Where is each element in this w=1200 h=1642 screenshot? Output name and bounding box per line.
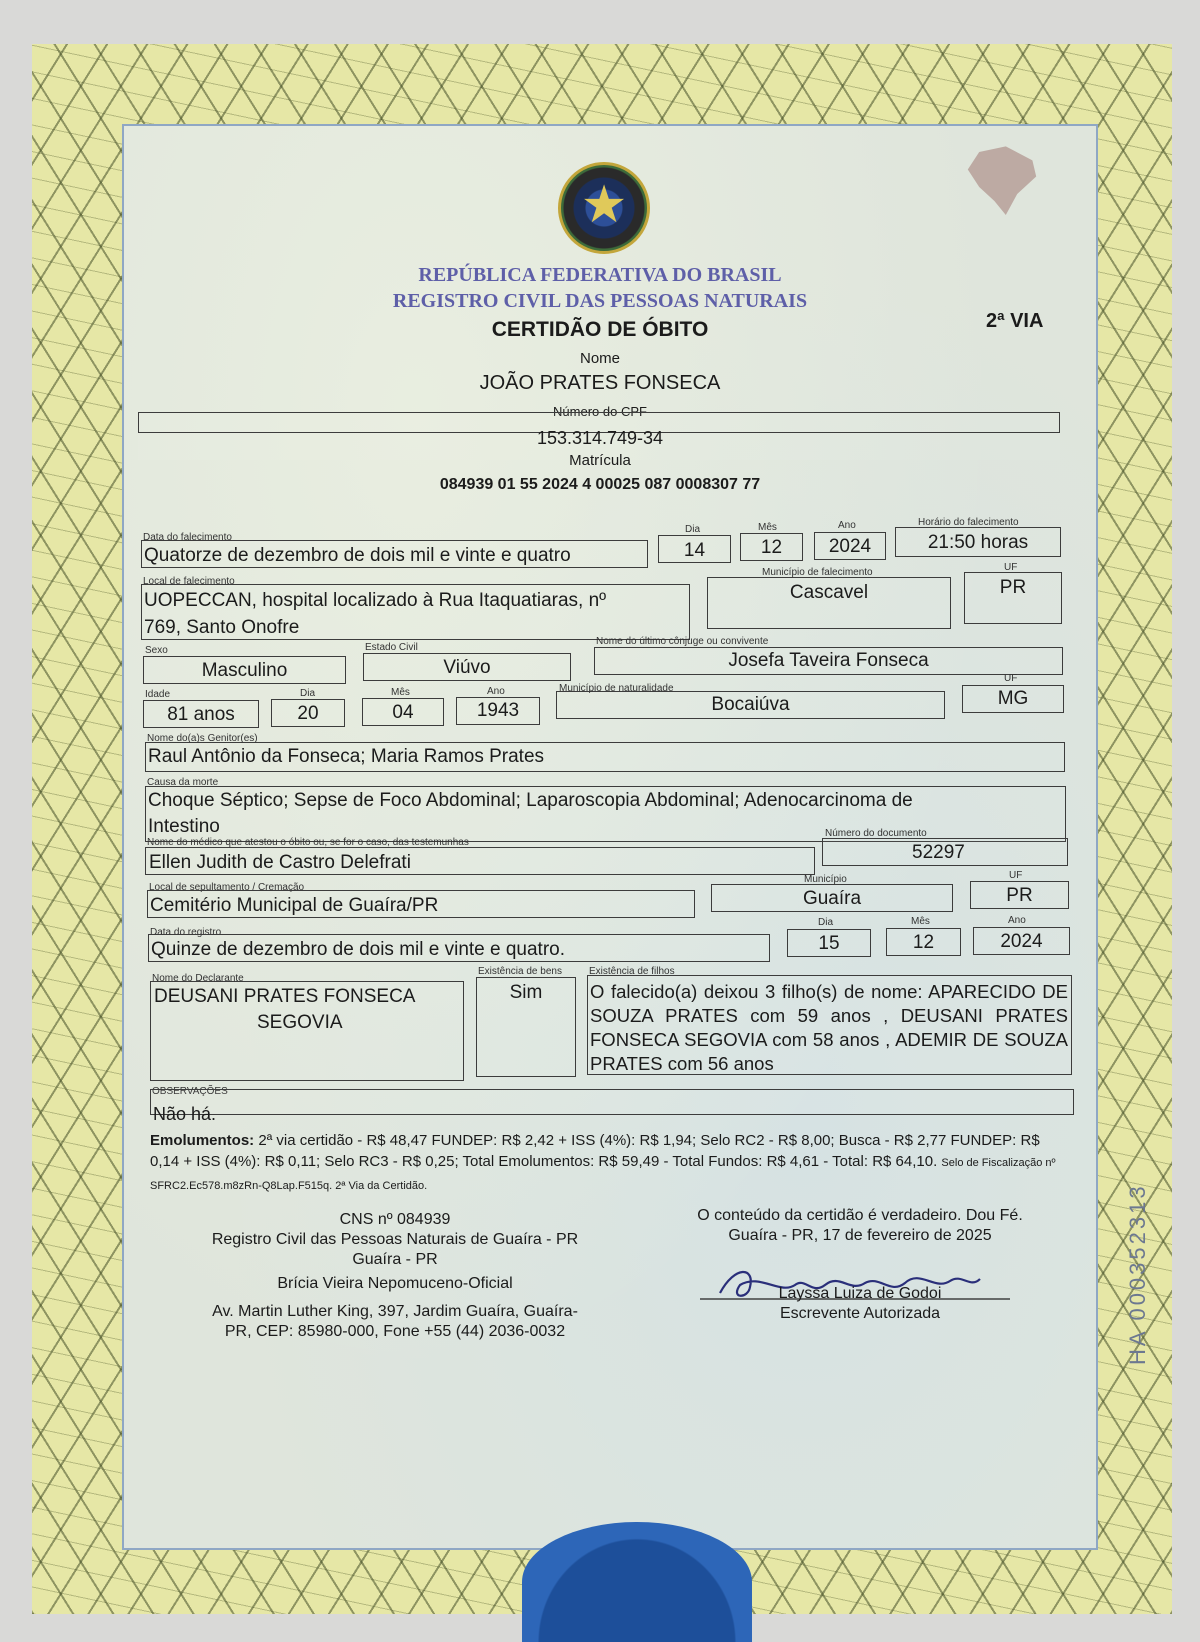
birthplace-value: Bocaiúva: [711, 694, 790, 715]
registration-day-label: Dia: [818, 917, 834, 928]
death-city: Cascavel: [789, 582, 869, 603]
death-place-line1: UOPECCAN, hospital localizado à Rua Itaquatiaras, nº: [144, 590, 607, 611]
deceased-name: JOÃO PRATES FONSECA: [479, 372, 721, 394]
spouse-label: Nome do último cônjuge ou convivente: [596, 636, 769, 647]
cause-line1: Choque Séptico; Sepse de Foco Abdominal; Laparoscopia Abdominal; Adenocarcinoma de: [148, 790, 913, 811]
age-value: 81 anos: [167, 704, 235, 725]
death-uf-label: UF: [1004, 562, 1018, 573]
death-uf: PR: [999, 577, 1027, 598]
assets-value: Sim: [509, 982, 543, 1003]
death-month: 12: [760, 537, 783, 558]
declarant-line1: DEUSANI PRATES FONSECA: [154, 986, 416, 1007]
name-label: Nome: [579, 350, 620, 367]
address-line2: PR, CEP: 85980-000, Fone +55 (44) 2036-0032: [224, 1323, 566, 1340]
death-time: 21:50 horas: [927, 532, 1029, 553]
burial-city-label: Município: [804, 874, 847, 885]
birth-year-label: Ano: [487, 686, 505, 697]
cns-number: CNS nº 084939: [339, 1211, 451, 1228]
cpf-value: 153.314.749-34: [536, 428, 664, 448]
death-day: 14: [683, 540, 706, 561]
fees-text: 2ª via certidão - R$ 48,47 FUNDEP: R$ 2,42 + ISS (4%): R$ 1,94; Selo RC2 - R$ 8,00; Busca - R$ 2,77 FUNDEP: R$ 0,14 + ISS (4%): R$ 0,11; Selo RC3 - R$ 0,25; Total Emolumentos: R$ 59,49 - Total Fundos: R$ 4,61 - Total: R$ 64,10.: [150, 1132, 1040, 1170]
republic-title: REPÚBLICA FEDERATIVA DO BRASIL: [418, 264, 782, 286]
sex-label: Sexo: [145, 645, 168, 656]
burial-label: Local de sepultamento / Cremação: [149, 882, 305, 893]
burial-city: Guaíra: [802, 888, 862, 909]
registration-year: 2024: [1000, 931, 1043, 952]
civil-status-label: Estado Civil: [365, 642, 418, 653]
observations-box: [150, 1089, 1074, 1115]
death-time-label: Horário do falecimento: [918, 517, 1019, 528]
declarant-label: Nome do Declarante: [152, 973, 244, 984]
death-place-label: Local de falecimento: [143, 576, 235, 587]
doctor-label: Nome do médico que atestou o óbito ou, se for o caso, das testemunhas: [147, 837, 469, 848]
sex-value: Masculino: [201, 660, 288, 681]
death-date-text: Quatorze de dezembro de dois mil e vinte e quatro: [144, 545, 571, 566]
children-text: O falecido(a) deixou 3 filho(s) de nome: APARECIDO DE SOUZA PRATES com 59 anos , DEUSANI PRATES FONSECA SEGOVIA com 58 anos , ADEMIR DE SOUZA PRATES com 56 anos: [590, 981, 1068, 1074]
seal-text: Selo de Fiscalização nº SFRC2.Ec578.m8zRn-Q8Lap.F515q. 2ª Via da Certidão.: [150, 1157, 1056, 1192]
death-city-label: Município de falecimento: [762, 567, 873, 578]
birth-year: 1943: [476, 700, 520, 721]
spouse-value: Josefa Taveira Fonseca: [728, 650, 929, 671]
birth-uf: MG: [997, 688, 1029, 709]
birth-day-label: Dia: [300, 688, 316, 699]
death-place-line2: 769, Santo Onofre: [144, 617, 300, 638]
matricula-label: Matrícula: [569, 452, 631, 469]
declarant-line2: SEGOVIA: [257, 1012, 343, 1033]
matricula-value: 084939 01 55 2024 4 00025 087 0008307 77: [439, 476, 761, 493]
registration-year-label: Ano: [1008, 915, 1026, 926]
clerk-name: Layssa Luiza de Godoi: [778, 1285, 942, 1302]
bottom-seal-icon: [522, 1522, 752, 1642]
death-date-label: Data do falecimento: [143, 532, 232, 543]
place-date: Guaíra - PR, 17 de fevereiro de 2025: [728, 1227, 992, 1244]
via-badge: 2ª VIA: [986, 310, 1044, 332]
clerk-role: Escrevente Autorizada: [779, 1305, 941, 1322]
parents-value: Raul Antônio da Fonseca; Maria Ramos Prates: [148, 746, 545, 767]
age-label: Idade: [145, 689, 171, 700]
address-line1: Av. Martin Luther King, 397, Jardim Guaíra, Guaíra-: [212, 1303, 578, 1320]
burial-uf: PR: [1006, 885, 1033, 906]
office-name: Registro Civil das Pessoas Naturais de Guaíra - PR: [211, 1231, 579, 1248]
death-year-label: Ano: [838, 520, 856, 531]
burial-place: Cemitério Municipal de Guaíra/PR: [150, 895, 439, 916]
birth-month-label: Mês: [391, 687, 410, 698]
burial-uf-label: UF: [1009, 870, 1023, 881]
registration-month: 12: [912, 932, 935, 953]
observations-label: OBSERVAÇÕES: [152, 1086, 228, 1097]
observations-text: Não há.: [153, 1104, 217, 1124]
birth-month: 04: [392, 702, 414, 723]
document-title: CERTIDÃO DE ÓBITO: [491, 318, 709, 341]
death-year: 2024: [828, 536, 872, 557]
registration-text: Quinze de dezembro de dois mil e vinte e quatro.: [151, 939, 566, 960]
birth-uf-label: UF: [1004, 673, 1018, 684]
death-day-label: Dia: [685, 524, 701, 535]
fees-block: [150, 1130, 1070, 1197]
assets-label: Existência de bens: [478, 966, 562, 977]
registry-title: REGISTRO CIVIL DAS PESSOAS NATURAIS: [392, 290, 808, 312]
registration-day: 15: [818, 933, 840, 954]
civil-status-value: Viúvo: [443, 657, 491, 678]
birthplace-label: Município de naturalidade: [559, 683, 674, 694]
doctor-name: Ellen Judith de Castro Delefrati: [149, 852, 411, 873]
birth-day: 20: [297, 703, 319, 724]
registration-label: Data do registro: [150, 927, 222, 938]
death-month-label: Mês: [758, 522, 777, 533]
parents-label: Nome do(a)s Genitor(es): [147, 733, 258, 744]
fees-label: Emolumentos:: [150, 1132, 255, 1149]
doctor-doc: 52297: [912, 842, 965, 863]
cpf-label: Número do CPF: [553, 404, 647, 419]
office-city: Guaíra - PR: [352, 1251, 438, 1268]
cause-label: Causa da morte: [147, 777, 219, 788]
attestation: O conteúdo da certidão é verdadeiro. Dou Fé.: [697, 1207, 1023, 1224]
doctor-doc-label: Número do documento: [825, 828, 927, 839]
serial-number: HA 000352313: [1125, 1183, 1150, 1365]
official-name: Brícia Vieira Nepomuceno-Oficial: [277, 1275, 513, 1292]
children-label: Existência de filhos: [589, 966, 675, 977]
registration-month-label: Mês: [911, 916, 930, 927]
cause-line2: Intestino: [148, 816, 220, 837]
coat-of-arms-icon: ★: [558, 162, 650, 254]
